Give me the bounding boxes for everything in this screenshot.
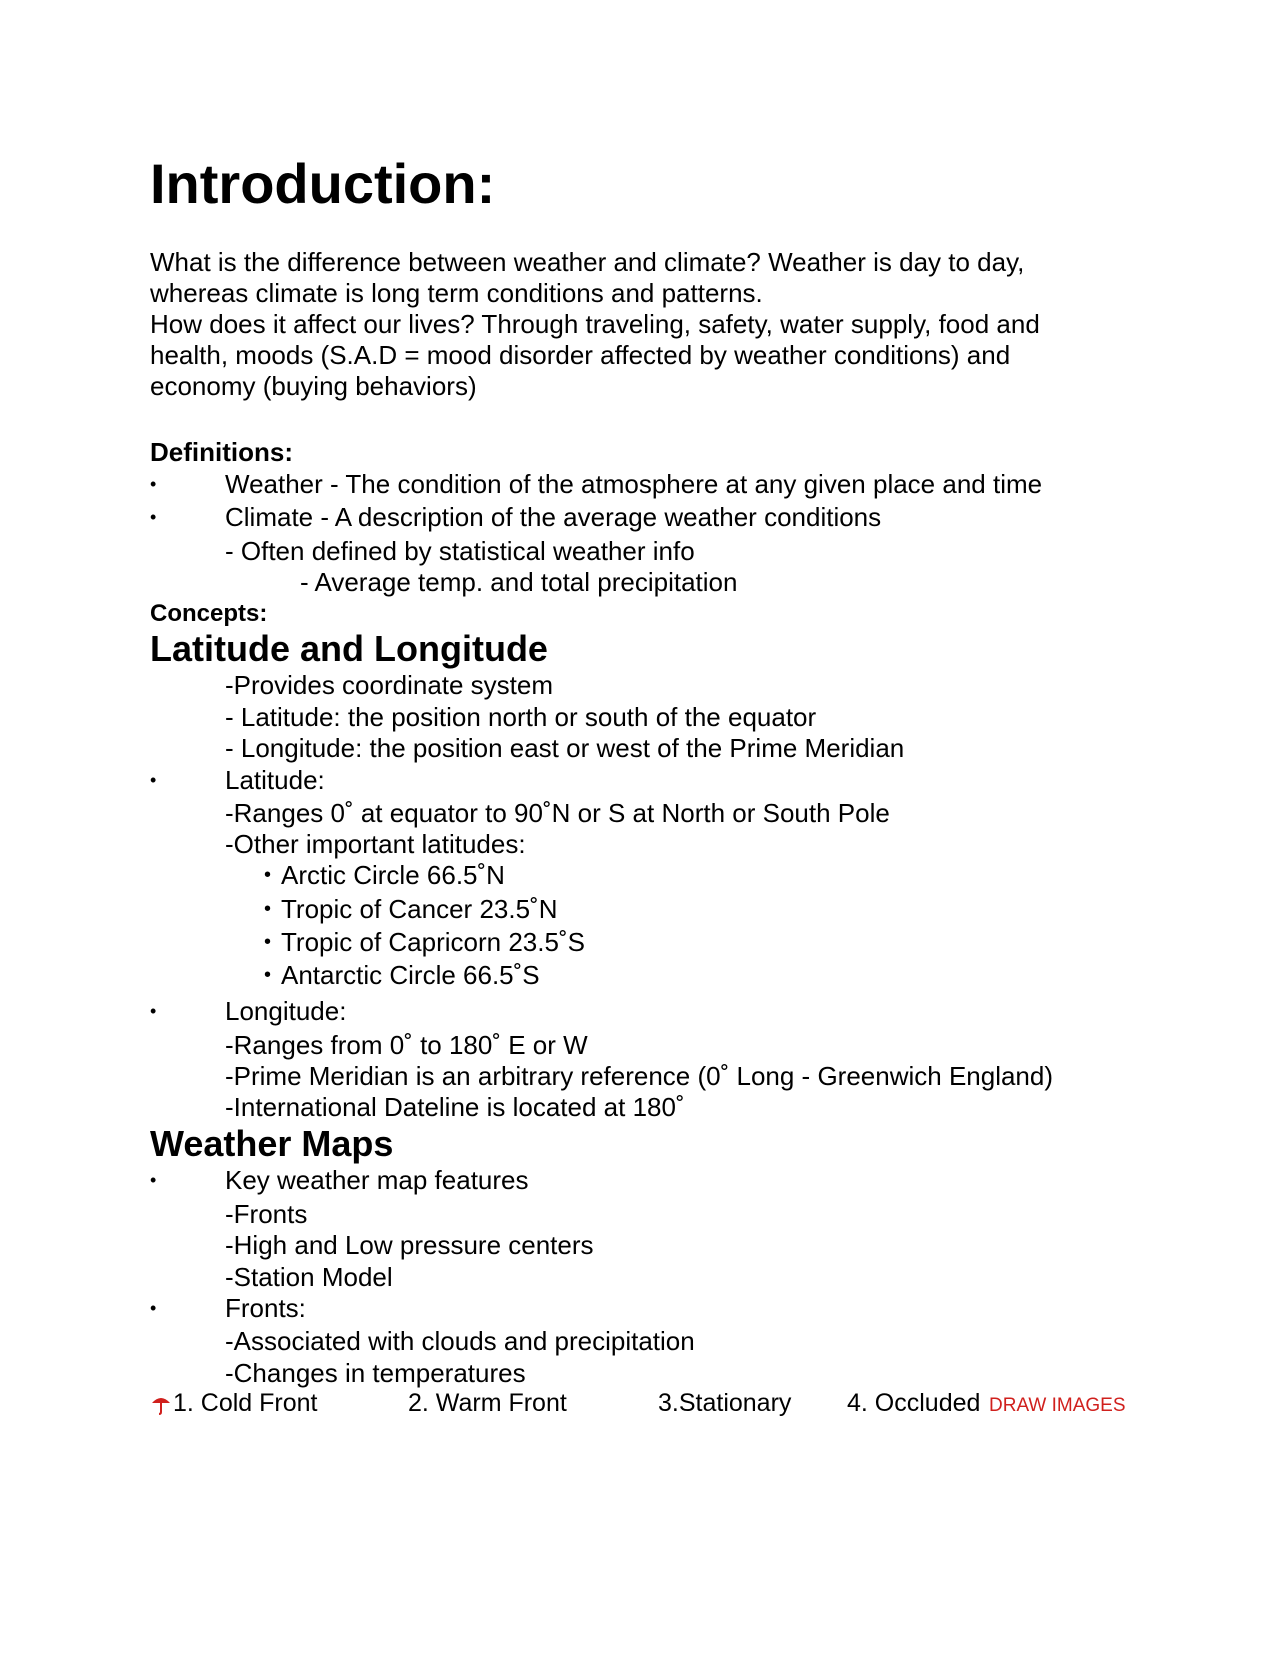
intro-paragraph-2: How does it affect our lives? Through traveling, safety, water supply, food and health, moods (S.A.D = mood disorder affected by weather conditions) and economy (buying behaviors) (150, 309, 1040, 401)
longitude-label: Longitude: (225, 996, 347, 1026)
latitude-label: Latitude: (225, 765, 325, 795)
latitude-item: Antarctic Circle 66.5˚S (281, 960, 540, 990)
latitude-item: Tropic of Cancer 23.5˚N (281, 894, 558, 924)
front-type-warm: 2. Warm Front (408, 1389, 567, 1417)
intro-paragraphs (150, 247, 1110, 402)
latlong-line-2: - Latitude: the position north or south of the equator (225, 702, 817, 732)
front-type-stationary: 3.Stationary (658, 1389, 792, 1417)
intro-paragraph-1: What is the difference between weather and climate? Weather is day to day, whereas climate is long term conditions and patterns. (150, 247, 1025, 308)
latitude-item: Tropic of Capricorn 23.5˚S (281, 927, 585, 957)
front-type-cold: 1. Cold Front (173, 1389, 318, 1417)
latitude-line-2: -Other important latitudes: (225, 829, 526, 859)
latlong-line-1: -Provides coordinate system (225, 670, 554, 700)
bullet: • (150, 507, 157, 527)
bullet: • (264, 898, 272, 920)
latitude-line-1: -Ranges 0˚ at equator to 90˚N or S at North or South Pole (225, 798, 890, 828)
bullet: • (264, 864, 272, 886)
longitude-line-1: -Ranges from 0˚ to 180˚ E or W (225, 1030, 588, 1060)
draw-images-note: DRAW IMAGES (989, 1395, 1126, 1416)
definition-weather: Weather - The condition of the atmosphere at any given place and time (225, 469, 1043, 499)
fronts-item: -Associated with clouds and precipitation (225, 1326, 695, 1356)
key-features-label: Key weather map features (225, 1165, 529, 1195)
key-feature-item: -Station Model (225, 1262, 393, 1292)
latitude-item: Arctic Circle 66.5˚N (281, 860, 505, 890)
fronts-item: -Changes in temperatures (225, 1358, 526, 1388)
fronts-label: Fronts: (225, 1293, 306, 1323)
bullet: • (150, 1170, 157, 1190)
bullet: • (264, 931, 272, 953)
bullet: • (150, 1001, 157, 1021)
key-feature-item: -Fronts (225, 1199, 308, 1229)
bullet: • (264, 964, 272, 986)
bullet: • (150, 770, 157, 790)
definition-climate: Climate - A description of the average weather conditions (225, 502, 882, 532)
umbrella-icon (150, 1393, 172, 1415)
latlong-heading: Latitude and Longitude (150, 628, 548, 669)
climate-sub-2: - Average temp. and total precipitation (300, 567, 738, 597)
concepts-heading: Concepts: (150, 600, 268, 627)
latlong-line-3: - Longitude: the position east or west of the Prime Meridian (225, 733, 905, 763)
front-type-occluded: 4. Occluded (847, 1389, 981, 1417)
weather-maps-heading: Weather Maps (150, 1123, 394, 1164)
bullet: • (150, 474, 157, 494)
key-feature-item: -High and Low pressure centers (225, 1230, 594, 1260)
page-title: Introduction: (150, 152, 496, 215)
longitude-line-3: -International Dateline is located at 180˚ (225, 1092, 685, 1122)
longitude-line-2: -Prime Meridian is an arbitrary reference (0˚ Long - Greenwich England) (225, 1061, 1054, 1091)
bullet: • (150, 1298, 157, 1318)
definitions-heading: Definitions: (150, 437, 293, 467)
climate-sub-1: - Often defined by statistical weather info (225, 536, 695, 566)
